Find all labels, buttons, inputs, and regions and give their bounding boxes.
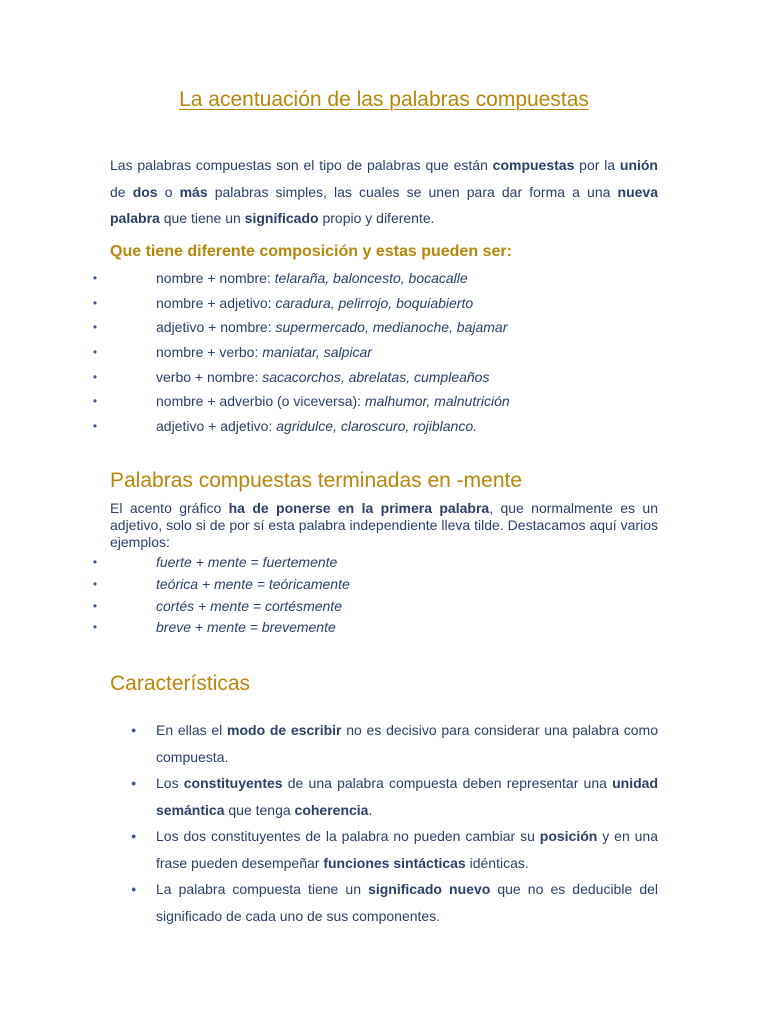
examples-text: telaraña, baloncesto, bocacalle bbox=[274, 270, 468, 286]
composition-list bbox=[0, 266, 700, 439]
examples-text: malhumor, malnutrición bbox=[364, 393, 510, 410]
plain-text: Los bbox=[156, 775, 184, 791]
examples-text: caradura, pelirrojo, boquiabierto bbox=[275, 294, 474, 311]
list-item-text bbox=[156, 340, 372, 365]
plain-text: que tenga bbox=[224, 801, 295, 818]
intro-bold: nueva palabra bbox=[110, 183, 658, 226]
intro-text: o bbox=[157, 183, 180, 200]
plain-text: La palabra compuesta tiene un bbox=[156, 881, 369, 897]
bullet-icon: ● bbox=[131, 884, 137, 894]
pattern-text: nombre + adverbio (o viceversa): bbox=[156, 393, 365, 410]
mente-heading: Palabras compuestas terminadas en -mente bbox=[110, 469, 523, 492]
bullet-icon: • bbox=[92, 271, 98, 285]
page-title: La acentuación de las palabras compuestas bbox=[179, 88, 589, 111]
bullet-icon: • bbox=[92, 598, 98, 613]
intro-text: de bbox=[110, 183, 133, 200]
bullet-icon: • bbox=[92, 320, 98, 335]
bold-text: coherencia bbox=[294, 801, 369, 818]
list-item-text bbox=[156, 717, 658, 770]
list-item bbox=[0, 340, 700, 365]
mente-paragraph bbox=[110, 500, 658, 551]
plain-text: Los dos constituyentes de la palabra no pueden cambiar su bbox=[156, 828, 540, 844]
bold-text: constituyentes bbox=[183, 775, 283, 791]
list-item bbox=[0, 315, 700, 340]
bullet-icon: • bbox=[92, 295, 98, 310]
list-item bbox=[0, 876, 700, 929]
plain-text: . bbox=[368, 801, 373, 818]
examples-text: supermercado, medianoche, bajamar bbox=[275, 319, 508, 336]
list-item-text bbox=[156, 414, 477, 439]
bullet-icon: • bbox=[92, 394, 98, 409]
pattern-text: nombre + nombre: bbox=[156, 270, 275, 286]
list-item-text: teórica + mente = teóricamente bbox=[156, 575, 350, 592]
list-item-text bbox=[156, 770, 658, 823]
list-item-text bbox=[156, 315, 507, 340]
bullet-icon: ● bbox=[131, 725, 137, 735]
list-item-text bbox=[156, 876, 658, 929]
pattern-text: adjetivo + adjetivo: bbox=[156, 418, 277, 435]
intro-text: que tiene un bbox=[159, 210, 245, 226]
bullet-icon: • bbox=[92, 576, 98, 591]
intro-bold: dos bbox=[132, 183, 158, 200]
examples-text: maniatar, salpicar bbox=[262, 344, 372, 361]
bullet-icon: ● bbox=[131, 778, 137, 788]
list-item-text bbox=[156, 823, 658, 876]
plain-text: y en una frase pueden desempeñar bbox=[156, 828, 659, 871]
pattern-text: nombre + adjetivo: bbox=[156, 294, 276, 311]
list-item-text bbox=[156, 266, 468, 291]
examples-text: agridulce, claroscuro, rojiblanco. bbox=[276, 418, 478, 435]
intro-text: palabras simples, las cuales se unen para dar forma a una bbox=[207, 183, 618, 200]
intro-text: Las palabras compuestas son el tipo de palabras que están bbox=[110, 157, 493, 173]
bold-text: posición bbox=[539, 828, 598, 844]
intro-bold: más bbox=[179, 183, 208, 200]
mente-bold: ha de ponerse en la primera palabra bbox=[228, 500, 490, 516]
bold-text: modo de escribir bbox=[227, 722, 342, 738]
bullet-icon: • bbox=[92, 555, 98, 569]
intro-text: propio y diferente. bbox=[318, 210, 435, 226]
intro-bold: unión bbox=[619, 157, 658, 173]
list-item-text: breve + mente = brevemente bbox=[156, 619, 336, 636]
list-item bbox=[0, 365, 700, 390]
list-item bbox=[0, 574, 700, 596]
bold-text: unidad semántica bbox=[156, 775, 658, 818]
examples-text: sacacorchos, abrelatas, cumpleaños bbox=[262, 368, 490, 385]
plain-text: En ellas el bbox=[156, 722, 228, 738]
intro-bold: significado bbox=[244, 210, 319, 226]
caracteristicas-heading: Características bbox=[110, 672, 251, 695]
list-item bbox=[0, 389, 700, 414]
mente-list bbox=[0, 552, 700, 639]
list-item-text: fuerte + mente = fuertemente bbox=[156, 554, 338, 570]
caracteristicas-list bbox=[0, 717, 700, 929]
mente-text: El acento gráfico bbox=[110, 500, 229, 516]
list-item bbox=[0, 552, 700, 574]
pattern-text: adjetivo + nombre: bbox=[156, 319, 276, 336]
plain-text: que no es deducible del significado de cada uno de sus componentes. bbox=[156, 881, 658, 924]
list-item bbox=[0, 266, 700, 291]
bold-text: funciones sintácticas bbox=[323, 854, 466, 871]
mente-text: , que normalmente es un adjetivo, solo si de por sí esta palabra independiente lleva tilde. Destacamos aquí varios ejemplos: bbox=[110, 500, 658, 550]
list-item-text bbox=[156, 291, 473, 316]
pattern-text: verbo + nombre: bbox=[156, 368, 263, 385]
bullet-icon: • bbox=[92, 345, 98, 360]
list-item-text: cortés + mente = cortésmente bbox=[156, 597, 342, 614]
list-item bbox=[0, 414, 700, 439]
plain-text: idénticas. bbox=[465, 854, 529, 871]
composition-heading: Que tiene diferente composición y estas pueden ser: bbox=[110, 243, 512, 260]
pattern-text: nombre + verbo: bbox=[156, 344, 263, 361]
bullet-icon: • bbox=[92, 419, 98, 434]
list-item bbox=[0, 617, 700, 639]
list-item bbox=[0, 717, 700, 770]
bullet-icon: ● bbox=[131, 831, 137, 841]
bullet-icon: • bbox=[92, 620, 98, 635]
list-item bbox=[0, 770, 700, 823]
list-item-text bbox=[156, 365, 489, 390]
bold-text: significado nuevo bbox=[368, 881, 491, 897]
intro-paragraph bbox=[110, 152, 658, 232]
bullet-icon: • bbox=[92, 369, 98, 384]
list-item-text bbox=[156, 389, 510, 414]
plain-text: no es decisivo para considerar una palabra como compuesta. bbox=[156, 722, 658, 765]
intro-text: por la bbox=[574, 157, 620, 173]
plain-text: de una palabra compuesta deben representar una bbox=[282, 775, 613, 791]
list-item bbox=[0, 596, 700, 618]
list-item bbox=[0, 291, 700, 316]
list-item bbox=[0, 823, 700, 876]
intro-bold: compuestas bbox=[492, 157, 575, 173]
